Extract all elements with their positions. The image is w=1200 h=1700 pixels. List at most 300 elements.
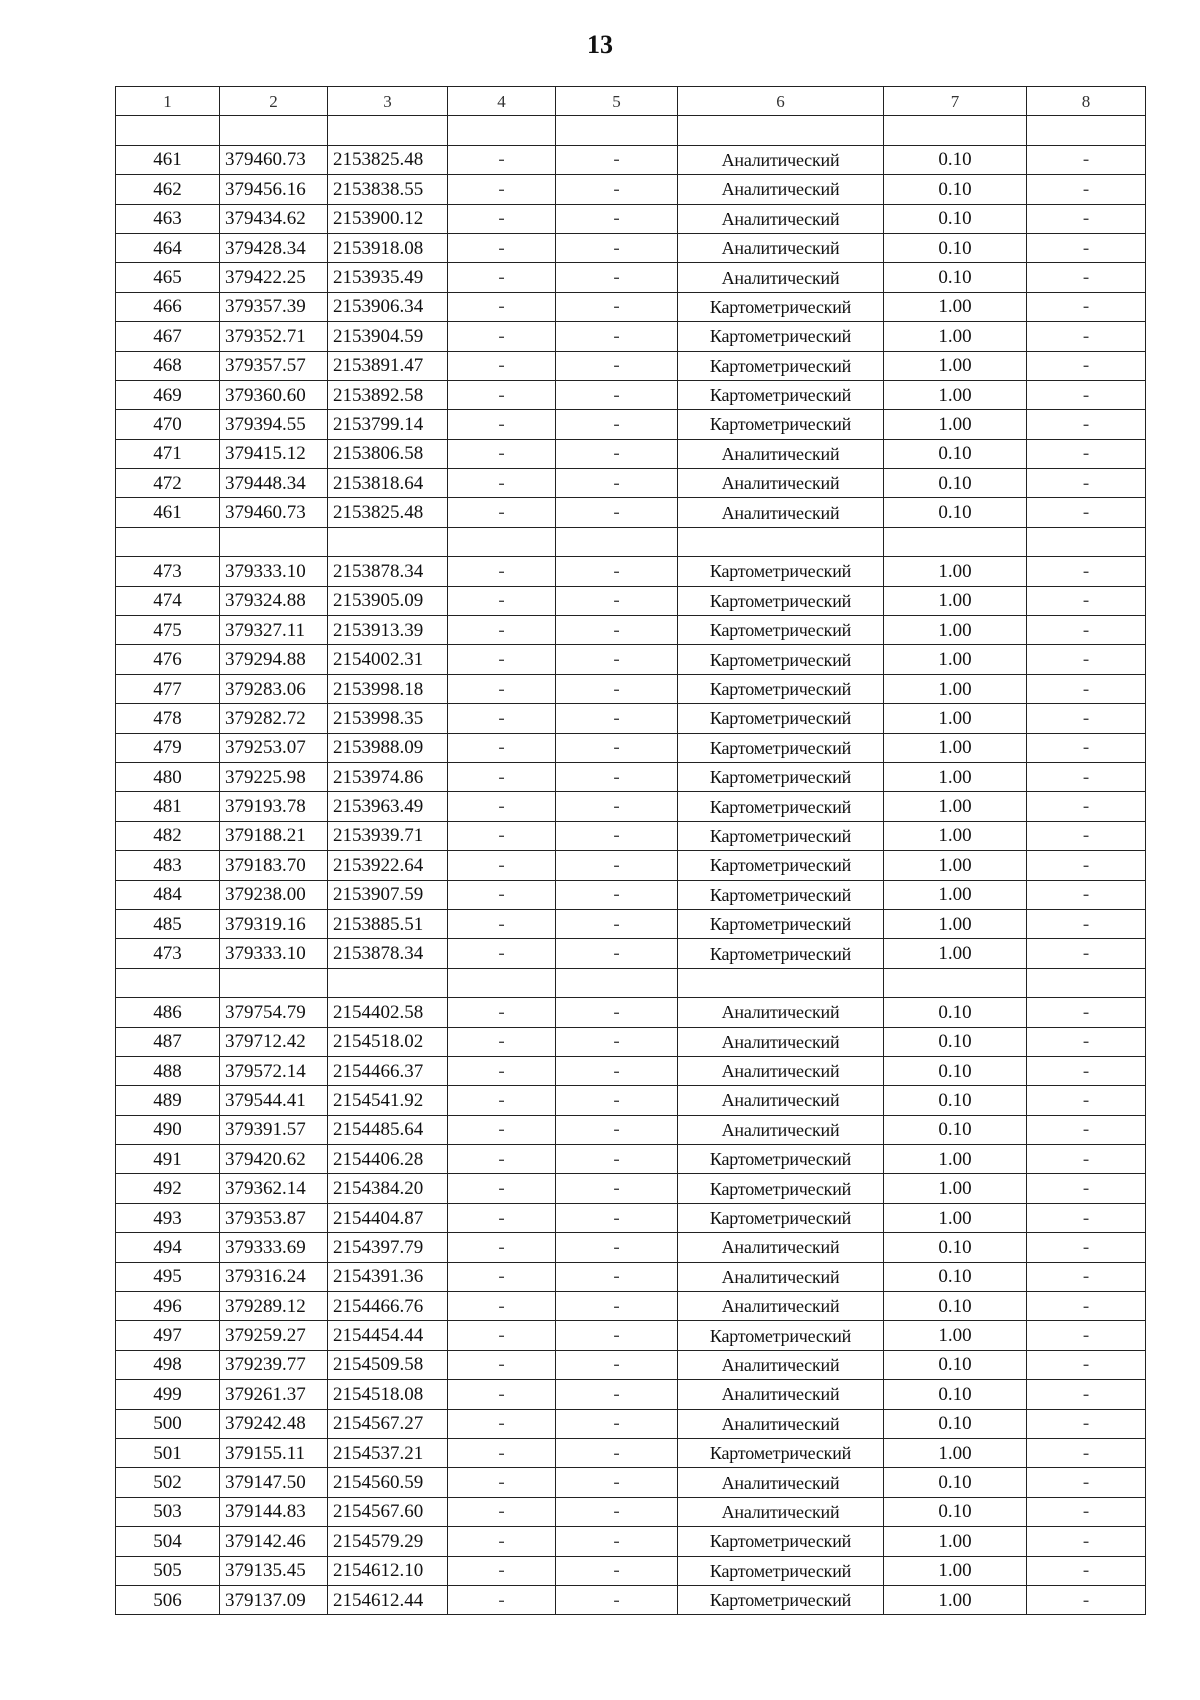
col5-cell: - <box>556 1203 678 1232</box>
col4-cell: - <box>448 1556 556 1585</box>
accuracy-cell: 1.00 <box>884 586 1027 615</box>
col4-cell: - <box>448 1409 556 1438</box>
accuracy-cell: 0.10 <box>884 145 1027 174</box>
method-cell: Аналитический <box>678 145 884 174</box>
col5-cell: - <box>556 586 678 615</box>
col5-cell: - <box>556 762 678 791</box>
method-cell: Картометрический <box>678 586 884 615</box>
y-coordinate-cell: 2154002.31 <box>328 645 448 674</box>
table-body <box>116 87 1146 1615</box>
col5-cell: - <box>556 1145 678 1174</box>
col8-cell: - <box>1027 645 1146 674</box>
point-number-cell: 466 <box>116 292 220 321</box>
y-coordinate-cell: 2153818.64 <box>328 469 448 498</box>
accuracy-cell: 1.00 <box>884 821 1027 850</box>
col5-cell: - <box>556 1115 678 1144</box>
method-cell: Аналитический <box>678 1233 884 1262</box>
y-coordinate-cell <box>328 116 448 145</box>
accuracy-cell: 0.10 <box>884 1233 1027 1262</box>
table-row <box>116 263 1146 292</box>
x-coordinate-cell: 379360.60 <box>220 380 328 409</box>
x-coordinate-cell: 379394.55 <box>220 410 328 439</box>
table-row <box>116 145 1146 174</box>
x-coordinate-cell: 379294.88 <box>220 645 328 674</box>
x-coordinate-cell: 379428.34 <box>220 233 328 262</box>
col4-cell: - <box>448 1203 556 1232</box>
table-row <box>116 792 1146 821</box>
accuracy-cell: 1.00 <box>884 1321 1027 1350</box>
y-coordinate-cell: 2154397.79 <box>328 1233 448 1262</box>
point-number-cell: 467 <box>116 322 220 351</box>
accuracy-cell: 1.00 <box>884 733 1027 762</box>
table-row <box>116 762 1146 791</box>
point-number-cell: 487 <box>116 1027 220 1056</box>
col4-cell: - <box>448 1350 556 1379</box>
point-number-cell: 490 <box>116 1115 220 1144</box>
y-coordinate-cell: 2153913.39 <box>328 616 448 645</box>
y-coordinate-cell: 2154518.08 <box>328 1380 448 1409</box>
accuracy-cell: 0.10 <box>884 1086 1027 1115</box>
col4-cell: - <box>448 1527 556 1556</box>
col5-cell: - <box>556 204 678 233</box>
y-coordinate-cell: 2154541.92 <box>328 1086 448 1115</box>
coordinates-table <box>115 86 1146 1615</box>
x-coordinate-cell: 379155.11 <box>220 1438 328 1467</box>
col8-cell: - <box>1027 145 1146 174</box>
col5-cell: - <box>556 1380 678 1409</box>
method-cell: Картометрический <box>678 1438 884 1467</box>
accuracy-cell: 0.10 <box>884 998 1027 1027</box>
table-row <box>116 469 1146 498</box>
table-row <box>116 1468 1146 1497</box>
column-header: 4 <box>448 87 556 116</box>
method-cell: Аналитический <box>678 498 884 527</box>
method-cell: Картометрический <box>678 939 884 968</box>
col4-cell: - <box>448 586 556 615</box>
accuracy-cell <box>884 527 1027 556</box>
page-number: 13 <box>587 30 613 59</box>
y-coordinate-cell: 2154485.64 <box>328 1115 448 1144</box>
col8-cell: - <box>1027 469 1146 498</box>
col5-cell: - <box>556 1321 678 1350</box>
table-row <box>116 1233 1146 1262</box>
col8-cell: - <box>1027 380 1146 409</box>
col5-cell: - <box>556 1527 678 1556</box>
point-number-cell: 484 <box>116 880 220 909</box>
col8-cell: - <box>1027 1438 1146 1467</box>
col8-cell: - <box>1027 1380 1146 1409</box>
col5-cell: - <box>556 351 678 380</box>
point-number-cell: 486 <box>116 998 220 1027</box>
col4-cell: - <box>448 851 556 880</box>
col4-cell: - <box>448 821 556 850</box>
col4-cell: - <box>448 1380 556 1409</box>
y-coordinate-cell: 2153988.09 <box>328 733 448 762</box>
col4-cell: - <box>448 1174 556 1203</box>
accuracy-cell: 0.10 <box>884 1027 1027 1056</box>
accuracy-cell: 0.10 <box>884 439 1027 468</box>
col4-cell: - <box>448 792 556 821</box>
col8-cell: - <box>1027 704 1146 733</box>
y-coordinate-cell: 2153998.35 <box>328 704 448 733</box>
point-number-cell: 499 <box>116 1380 220 1409</box>
col4-cell: - <box>448 1086 556 1115</box>
x-coordinate-cell: 379324.88 <box>220 586 328 615</box>
x-coordinate-cell: 379434.62 <box>220 204 328 233</box>
col5-cell: - <box>556 469 678 498</box>
table-row <box>116 645 1146 674</box>
accuracy-cell: 0.10 <box>884 469 1027 498</box>
accuracy-cell: 0.10 <box>884 1056 1027 1085</box>
table-row <box>116 1585 1146 1614</box>
col4-cell: - <box>448 233 556 262</box>
x-coordinate-cell: 379357.39 <box>220 292 328 321</box>
col8-cell: - <box>1027 851 1146 880</box>
col8-cell: - <box>1027 1292 1146 1321</box>
col4-cell: - <box>448 1056 556 1085</box>
col5-cell: - <box>556 410 678 439</box>
x-coordinate-cell <box>220 116 328 145</box>
point-number-cell: 483 <box>116 851 220 880</box>
col8-cell: - <box>1027 1527 1146 1556</box>
point-number-cell: 461 <box>116 145 220 174</box>
x-coordinate-cell: 379135.45 <box>220 1556 328 1585</box>
y-coordinate-cell: 2153799.14 <box>328 410 448 439</box>
col4-cell: - <box>448 292 556 321</box>
col4-cell: - <box>448 1233 556 1262</box>
col4-cell: - <box>448 263 556 292</box>
table-row <box>116 1145 1146 1174</box>
table-row <box>116 733 1146 762</box>
col4-cell: - <box>448 880 556 909</box>
col8-cell: - <box>1027 1556 1146 1585</box>
y-coordinate-cell: 2153878.34 <box>328 939 448 968</box>
col8-cell: - <box>1027 1585 1146 1614</box>
col8-cell: - <box>1027 1115 1146 1144</box>
col4-cell: - <box>448 1262 556 1291</box>
y-coordinate-cell: 2154612.44 <box>328 1585 448 1614</box>
method-cell: Аналитический <box>678 1380 884 1409</box>
x-coordinate-cell: 379225.98 <box>220 762 328 791</box>
method-cell: Аналитический <box>678 1409 884 1438</box>
table-row <box>116 1115 1146 1144</box>
col8-cell: - <box>1027 1321 1146 1350</box>
x-coordinate-cell: 379420.62 <box>220 1145 328 1174</box>
accuracy-cell: 1.00 <box>884 645 1027 674</box>
accuracy-cell: 0.10 <box>884 263 1027 292</box>
col4-cell: - <box>448 380 556 409</box>
separator-row <box>116 527 1146 556</box>
separator-row <box>116 968 1146 997</box>
point-number-cell <box>116 116 220 145</box>
method-cell: Аналитический <box>678 175 884 204</box>
point-number-cell: 462 <box>116 175 220 204</box>
col5-cell <box>556 527 678 556</box>
method-cell: Картометрический <box>678 821 884 850</box>
accuracy-cell: 1.00 <box>884 880 1027 909</box>
accuracy-cell: 1.00 <box>884 704 1027 733</box>
col5-cell: - <box>556 380 678 409</box>
col8-cell <box>1027 116 1146 145</box>
method-cell: Картометрический <box>678 1174 884 1203</box>
col5-cell: - <box>556 616 678 645</box>
table-row <box>116 351 1146 380</box>
y-coordinate-cell: 2154466.76 <box>328 1292 448 1321</box>
x-coordinate-cell: 379193.78 <box>220 792 328 821</box>
method-cell: Аналитический <box>678 1056 884 1085</box>
col8-cell: - <box>1027 909 1146 938</box>
method-cell: Аналитический <box>678 1027 884 1056</box>
col8-cell: - <box>1027 1350 1146 1379</box>
method-cell: Картометрический <box>678 1556 884 1585</box>
col8-cell: - <box>1027 351 1146 380</box>
point-number-cell: 494 <box>116 1233 220 1262</box>
accuracy-cell: 1.00 <box>884 1203 1027 1232</box>
x-coordinate-cell: 379144.83 <box>220 1497 328 1526</box>
table-row <box>116 939 1146 968</box>
y-coordinate-cell: 2154612.10 <box>328 1556 448 1585</box>
accuracy-cell: 1.00 <box>884 292 1027 321</box>
point-number-cell: 503 <box>116 1497 220 1526</box>
column-header: 6 <box>678 87 884 116</box>
column-header: 7 <box>884 87 1027 116</box>
point-number-cell: 496 <box>116 1292 220 1321</box>
x-coordinate-cell: 379261.37 <box>220 1380 328 1409</box>
table-row <box>116 909 1146 938</box>
y-coordinate-cell: 2154384.20 <box>328 1174 448 1203</box>
x-coordinate-cell: 379357.57 <box>220 351 328 380</box>
accuracy-cell: 0.10 <box>884 1468 1027 1497</box>
col5-cell: - <box>556 1350 678 1379</box>
point-number-cell: 505 <box>116 1556 220 1585</box>
table-row <box>116 674 1146 703</box>
col5-cell: - <box>556 557 678 586</box>
x-coordinate-cell: 379316.24 <box>220 1262 328 1291</box>
point-number-cell: 501 <box>116 1438 220 1467</box>
method-cell: Аналитический <box>678 1262 884 1291</box>
table-row <box>116 175 1146 204</box>
col4-cell: - <box>448 998 556 1027</box>
method-cell: Аналитический <box>678 998 884 1027</box>
point-number-cell: 475 <box>116 616 220 645</box>
col8-cell: - <box>1027 1086 1146 1115</box>
method-cell: Аналитический <box>678 1468 884 1497</box>
point-number-cell: 502 <box>116 1468 220 1497</box>
y-coordinate-cell: 2153998.18 <box>328 674 448 703</box>
point-number-cell: 469 <box>116 380 220 409</box>
table-row <box>116 1497 1146 1526</box>
y-coordinate-cell: 2153906.34 <box>328 292 448 321</box>
y-coordinate-cell: 2154404.87 <box>328 1203 448 1232</box>
table-row <box>116 1350 1146 1379</box>
x-coordinate-cell: 379188.21 <box>220 821 328 850</box>
table-row <box>116 204 1146 233</box>
y-coordinate-cell: 2154567.27 <box>328 1409 448 1438</box>
x-coordinate-cell: 379353.87 <box>220 1203 328 1232</box>
col8-cell: - <box>1027 1468 1146 1497</box>
accuracy-cell <box>884 116 1027 145</box>
method-cell: Картометрический <box>678 1527 884 1556</box>
point-number-cell: 476 <box>116 645 220 674</box>
col8-cell: - <box>1027 1497 1146 1526</box>
point-number-cell: 489 <box>116 1086 220 1115</box>
y-coordinate-cell: 2154560.59 <box>328 1468 448 1497</box>
col8-cell: - <box>1027 998 1146 1027</box>
column-header: 3 <box>328 87 448 116</box>
point-number-cell: 482 <box>116 821 220 850</box>
method-cell: Картометрический <box>678 1585 884 1614</box>
accuracy-cell <box>884 968 1027 997</box>
accuracy-cell: 0.10 <box>884 175 1027 204</box>
method-cell: Картометрический <box>678 674 884 703</box>
point-number-cell: 473 <box>116 557 220 586</box>
col4-cell: - <box>448 939 556 968</box>
y-coordinate-cell: 2154567.60 <box>328 1497 448 1526</box>
col5-cell: - <box>556 439 678 468</box>
col4-cell <box>448 968 556 997</box>
x-coordinate-cell: 379253.07 <box>220 733 328 762</box>
point-number-cell: 465 <box>116 263 220 292</box>
separator-row <box>116 116 1146 145</box>
y-coordinate-cell: 2154406.28 <box>328 1145 448 1174</box>
x-coordinate-cell: 379352.71 <box>220 322 328 351</box>
col5-cell: - <box>556 1086 678 1115</box>
method-cell: Картометрический <box>678 880 884 909</box>
accuracy-cell: 0.10 <box>884 1292 1027 1321</box>
method-cell: Картометрический <box>678 380 884 409</box>
col5-cell: - <box>556 880 678 909</box>
point-number-cell: 479 <box>116 733 220 762</box>
column-header: 5 <box>556 87 678 116</box>
y-coordinate-cell: 2154537.21 <box>328 1438 448 1467</box>
table-row <box>116 616 1146 645</box>
col8-cell <box>1027 527 1146 556</box>
method-cell: Аналитический <box>678 469 884 498</box>
col8-cell: - <box>1027 586 1146 615</box>
table-row <box>116 998 1146 1027</box>
col4-cell: - <box>448 204 556 233</box>
col4-cell: - <box>448 439 556 468</box>
y-coordinate-cell: 2153918.08 <box>328 233 448 262</box>
col8-cell: - <box>1027 322 1146 351</box>
x-coordinate-cell: 379327.11 <box>220 616 328 645</box>
col4-cell: - <box>448 322 556 351</box>
col5-cell: - <box>556 1468 678 1497</box>
method-cell: Картометрический <box>678 733 884 762</box>
table-row <box>116 380 1146 409</box>
y-coordinate-cell: 2153935.49 <box>328 263 448 292</box>
col4-cell: - <box>448 674 556 703</box>
col5-cell: - <box>556 674 678 703</box>
col8-cell: - <box>1027 204 1146 233</box>
y-coordinate-cell: 2153963.49 <box>328 792 448 821</box>
y-coordinate-cell: 2154579.29 <box>328 1527 448 1556</box>
col8-cell: - <box>1027 439 1146 468</box>
point-number-cell: 492 <box>116 1174 220 1203</box>
y-coordinate-cell: 2153922.64 <box>328 851 448 880</box>
accuracy-cell: 1.00 <box>884 909 1027 938</box>
column-header: 1 <box>116 87 220 116</box>
x-coordinate-cell: 379147.50 <box>220 1468 328 1497</box>
method-cell: Картометрический <box>678 557 884 586</box>
col4-cell: - <box>448 1115 556 1144</box>
method-cell: Картометрический <box>678 704 884 733</box>
col5-cell: - <box>556 1409 678 1438</box>
method-cell: Картометрический <box>678 616 884 645</box>
point-number-cell: 468 <box>116 351 220 380</box>
table-row <box>116 498 1146 527</box>
accuracy-cell: 0.10 <box>884 1409 1027 1438</box>
point-number-cell: 472 <box>116 469 220 498</box>
col8-cell: - <box>1027 821 1146 850</box>
x-coordinate-cell: 379415.12 <box>220 439 328 468</box>
y-coordinate-cell: 2153904.59 <box>328 322 448 351</box>
accuracy-cell: 1.00 <box>884 1145 1027 1174</box>
point-number-cell: 495 <box>116 1262 220 1291</box>
method-cell: Картометрический <box>678 292 884 321</box>
x-coordinate-cell: 379289.12 <box>220 1292 328 1321</box>
point-number-cell: 477 <box>116 674 220 703</box>
point-number-cell: 461 <box>116 498 220 527</box>
point-number-cell: 470 <box>116 410 220 439</box>
method-cell: Картометрический <box>678 645 884 674</box>
accuracy-cell: 1.00 <box>884 1585 1027 1614</box>
col8-cell: - <box>1027 1056 1146 1085</box>
col4-cell: - <box>448 1145 556 1174</box>
point-number-cell: 491 <box>116 1145 220 1174</box>
col8-cell: - <box>1027 175 1146 204</box>
point-number-cell: 464 <box>116 233 220 262</box>
col5-cell: - <box>556 233 678 262</box>
col8-cell: - <box>1027 939 1146 968</box>
accuracy-cell: 1.00 <box>884 762 1027 791</box>
method-cell <box>678 968 884 997</box>
y-coordinate-cell: 2154402.58 <box>328 998 448 1027</box>
y-coordinate-cell: 2153892.58 <box>328 380 448 409</box>
point-number-cell: 480 <box>116 762 220 791</box>
col5-cell: - <box>556 263 678 292</box>
table-row <box>116 1056 1146 1085</box>
accuracy-cell: 0.10 <box>884 1115 1027 1144</box>
point-number-cell <box>116 527 220 556</box>
y-coordinate-cell: 2153825.48 <box>328 145 448 174</box>
point-number-cell: 463 <box>116 204 220 233</box>
col5-cell: - <box>556 322 678 351</box>
method-cell: Картометрический <box>678 322 884 351</box>
method-cell <box>678 527 884 556</box>
col5-cell: - <box>556 1585 678 1614</box>
col5-cell: - <box>556 704 678 733</box>
x-coordinate-cell: 379448.34 <box>220 469 328 498</box>
column-header: 2 <box>220 87 328 116</box>
point-number-cell: 474 <box>116 586 220 615</box>
x-coordinate-cell <box>220 968 328 997</box>
accuracy-cell: 0.10 <box>884 1262 1027 1291</box>
col5-cell: - <box>556 1556 678 1585</box>
y-coordinate-cell: 2153825.48 <box>328 498 448 527</box>
col4-cell: - <box>448 469 556 498</box>
col8-cell: - <box>1027 263 1146 292</box>
accuracy-cell: 1.00 <box>884 351 1027 380</box>
method-cell: Картометрический <box>678 851 884 880</box>
col8-cell: - <box>1027 557 1146 586</box>
table-row <box>116 1556 1146 1585</box>
col4-cell: - <box>448 145 556 174</box>
col5-cell: - <box>556 1027 678 1056</box>
method-cell: Картометрический <box>678 1321 884 1350</box>
col8-cell: - <box>1027 674 1146 703</box>
method-cell: Картометрический <box>678 410 884 439</box>
